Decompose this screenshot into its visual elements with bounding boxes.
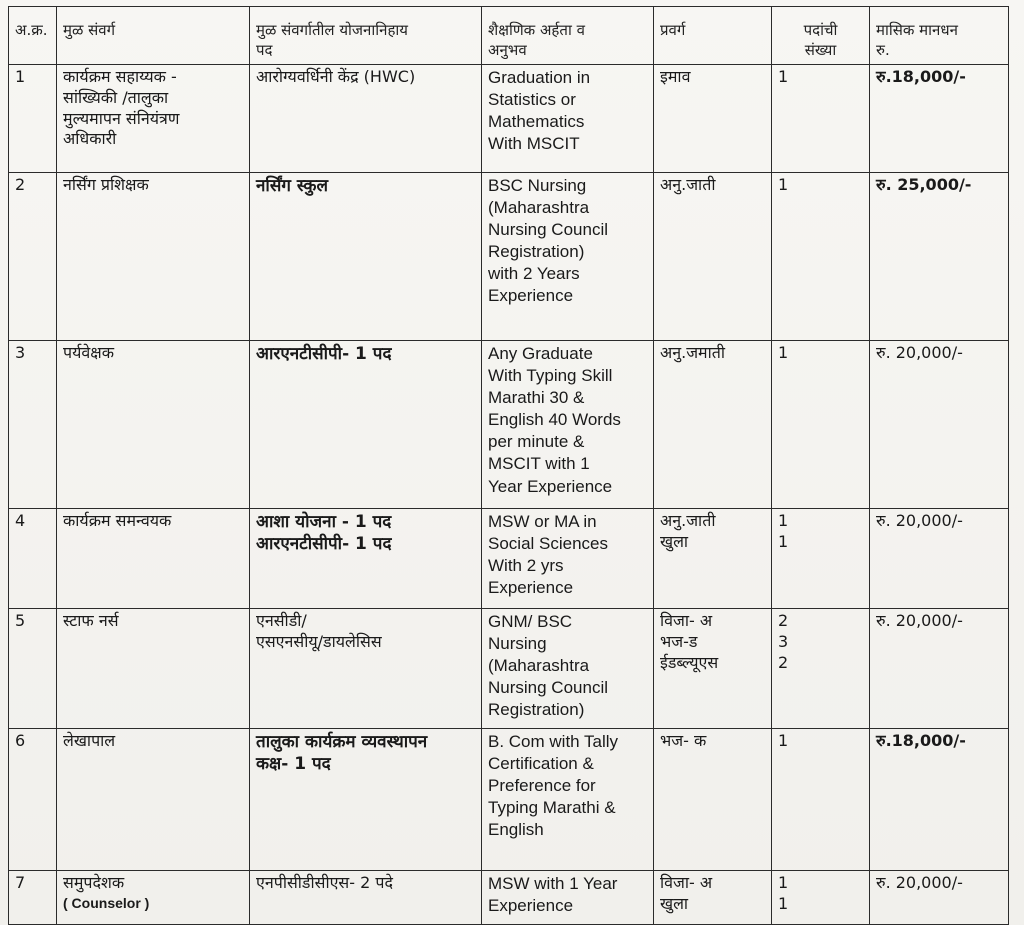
cadre-cell [57,65,250,173]
serial-number: 5 [15,611,26,630]
post-cell [250,729,482,871]
salary-cell [870,173,1009,341]
post-line: कक्ष- 1 पद [256,754,331,775]
category-line: ईडब्ल्यूएस [660,652,719,672]
qualification-line: With Typing Skill [488,366,613,386]
count-line: 2 [778,611,789,630]
qualification-line: per minute & [488,432,585,452]
count-line: 1 [778,893,789,913]
cadre-cell [57,509,250,609]
category-cell [654,729,772,871]
qualification-line: MSW with 1 Year [488,874,618,893]
post-cell [250,509,482,609]
header-salary: मासिक मानधन रु. [870,7,1009,65]
salary-cell [870,871,1009,925]
salary-cell [870,341,1009,509]
qualification-cell [482,609,654,729]
serial-number: 1 [15,67,26,86]
qualification-line: Typing Marathi & [488,798,616,818]
post-count-cell [772,341,870,509]
serial-cell [9,729,57,871]
post-count-cell [772,609,870,729]
category-line: भज- क [660,731,707,750]
serial-number: 7 [15,873,26,892]
post-cell [250,341,482,509]
category-line: अनु.जमाती [660,343,726,362]
post-count-cell [772,173,870,341]
cadre-cell [57,341,250,509]
table-header-row [9,7,1009,65]
qualification-line: MSW or MA in [488,512,597,531]
serial-cell [9,609,57,729]
post-line: आरएनटीसीपी- 1 पद [256,344,392,364]
qualification-line: GNM/ BSC [488,612,573,631]
cadre-line: नर्सिंग प्रशिक्षक [63,175,149,194]
qualification-line: with 2 Years [488,264,580,284]
qualification-line: Statistics or [488,90,576,110]
qualification-line: Nursing [488,634,547,654]
post-count-cell [772,871,870,925]
qualification-line: Marathi 30 & [488,388,585,408]
serial-cell [9,65,57,173]
category-cell [654,509,772,609]
post-cell [250,65,482,173]
serial-number: 4 [15,511,26,530]
post-line: आरएनटीसीपी- 1 पद [256,534,392,555]
monthly-salary: रु.18,000/- [876,67,966,86]
serial-cell [9,509,57,609]
table-row [9,609,1009,729]
recruitment-table [8,6,1009,925]
salary-cell [870,609,1009,729]
qualification-line: Year Experience [488,476,613,496]
header-category: प्रवर्ग [654,7,772,65]
category-line: खुला [660,893,689,913]
cadre-line: कार्यक्रम सहाय्यक - [63,67,177,86]
qualification-line: Experience [488,578,574,598]
category-line: विजा- अ [660,611,713,630]
qualification-line: Mathematics [488,112,585,132]
cadre-line: समुपदेशक [63,873,125,892]
table-row [9,65,1009,173]
category-cell [654,871,772,925]
qualification-line: BSC Nursing [488,176,587,195]
serial-number: 3 [15,343,26,362]
qualification-line: Social Sciences [488,534,609,554]
monthly-salary: रु. 20,000/- [876,343,963,362]
cadre-cell [57,729,250,871]
table-row [9,729,1009,871]
post-line: तालुका कार्यक्रम व्यवस्थापन [256,732,428,752]
table-row [9,871,1009,925]
post-count-cell [772,509,870,609]
cadre-line: पर्यवेक्षक [63,343,115,362]
category-cell [654,65,772,173]
count-line: 1 [778,175,789,194]
qualification-line: English [488,820,544,840]
post-cell [250,173,482,341]
post-line: एनपीसीडीसीएस- 2 पदे [256,873,393,892]
cadre-line: लेखापाल [63,731,116,750]
category-line: भज-ड [660,631,698,651]
qualification-line: (Maharashtra [488,198,590,218]
category-line: इमाव [660,67,691,86]
table-row [9,341,1009,509]
category-line: विजा- अ [660,873,713,892]
qualification-cell [482,729,654,871]
post-count-cell [772,65,870,173]
count-line: 1 [778,67,789,86]
qualification-cell [482,509,654,609]
cadre-line: मुल्यमापन संनियंत्रण [63,108,180,128]
table-row [9,509,1009,609]
count-line: 1 [778,873,789,892]
qualification-line: Nursing Council [488,220,608,240]
cadre-cell [57,173,250,341]
table-row [9,173,1009,341]
serial-cell [9,871,57,925]
header-post: मुळ संवर्गातील योजनानिहाय पद [250,7,482,65]
qualification-cell [482,173,654,341]
monthly-salary: रु. 20,000/- [876,511,963,530]
monthly-salary: रु. 25,000/- [876,175,972,194]
qualification-line: Registration) [488,700,585,720]
header-count: पदांची संख्या [772,7,870,65]
qualification-line: With MSCIT [488,134,580,154]
qualification-cell [482,871,654,925]
category-line: अनु.जाती [660,175,716,194]
qualification-line: Preference for [488,776,596,796]
post-line: आरोग्यवर्धिनी केंद्र (HWC) [256,67,416,86]
cadre-line: स्टाफ नर्स [63,611,119,630]
category-line: अनु.जाती [660,511,716,530]
cadre-line: ( Counselor ) [63,894,150,911]
post-line: आशा योजना - 1 पद [256,512,392,532]
cadre-cell [57,609,250,729]
salary-cell [870,509,1009,609]
qualification-cell [482,341,654,509]
salary-cell [870,729,1009,871]
cadre-line: अधिकारी [63,129,117,149]
monthly-salary: रु. 20,000/- [876,873,963,892]
salary-cell [870,65,1009,173]
count-line: 1 [778,531,789,551]
qualification-line: Any Graduate [488,344,593,363]
qualification-line: With 2 yrs [488,556,564,576]
qualification-line: Experience [488,896,574,916]
qualification-line: B. Com with Tally [488,732,619,751]
qualification-cell [482,65,654,173]
category-line: खुला [660,531,689,551]
post-line: एसएनसीयू/डायलेसिस [256,631,382,651]
category-cell [654,609,772,729]
qualification-line: English 40 Words [488,410,621,430]
header-qualification: शैक्षणिक अर्हता व अनुभव [482,7,654,65]
cadre-cell [57,871,250,925]
qualification-line: Registration) [488,242,585,262]
category-cell [654,173,772,341]
qualification-line: (Maharashtra [488,656,590,676]
post-cell [250,871,482,925]
post-line: नर्सिंग स्कुल [256,176,329,196]
qualification-line: Certification & [488,754,594,774]
category-cell [654,341,772,509]
count-line: 1 [778,731,789,750]
count-line: 3 [778,631,789,651]
qualification-line: Graduation in [488,68,591,87]
count-line: 1 [778,511,789,530]
qualification-line: Experience [488,286,574,306]
post-count-cell [772,729,870,871]
count-line: 1 [778,343,789,362]
serial-number: 2 [15,175,26,194]
count-line: 2 [778,652,789,672]
monthly-salary: रु. 20,000/- [876,611,963,630]
serial-cell [9,173,57,341]
qualification-line: Nursing Council [488,678,608,698]
cadre-line: सांख्यिकी /तालुका [63,87,169,107]
post-line: एनसीडी/ [256,611,307,630]
header-cadre: मुळ संवर्ग [57,7,250,65]
post-cell [250,609,482,729]
serial-cell [9,341,57,509]
cadre-line: कार्यक्रम समन्वयक [63,511,172,530]
qualification-line: MSCIT with 1 [488,454,590,474]
serial-number: 6 [15,731,26,750]
header-serial: अ.क्र. [9,7,57,65]
monthly-salary: रु.18,000/- [876,731,966,750]
